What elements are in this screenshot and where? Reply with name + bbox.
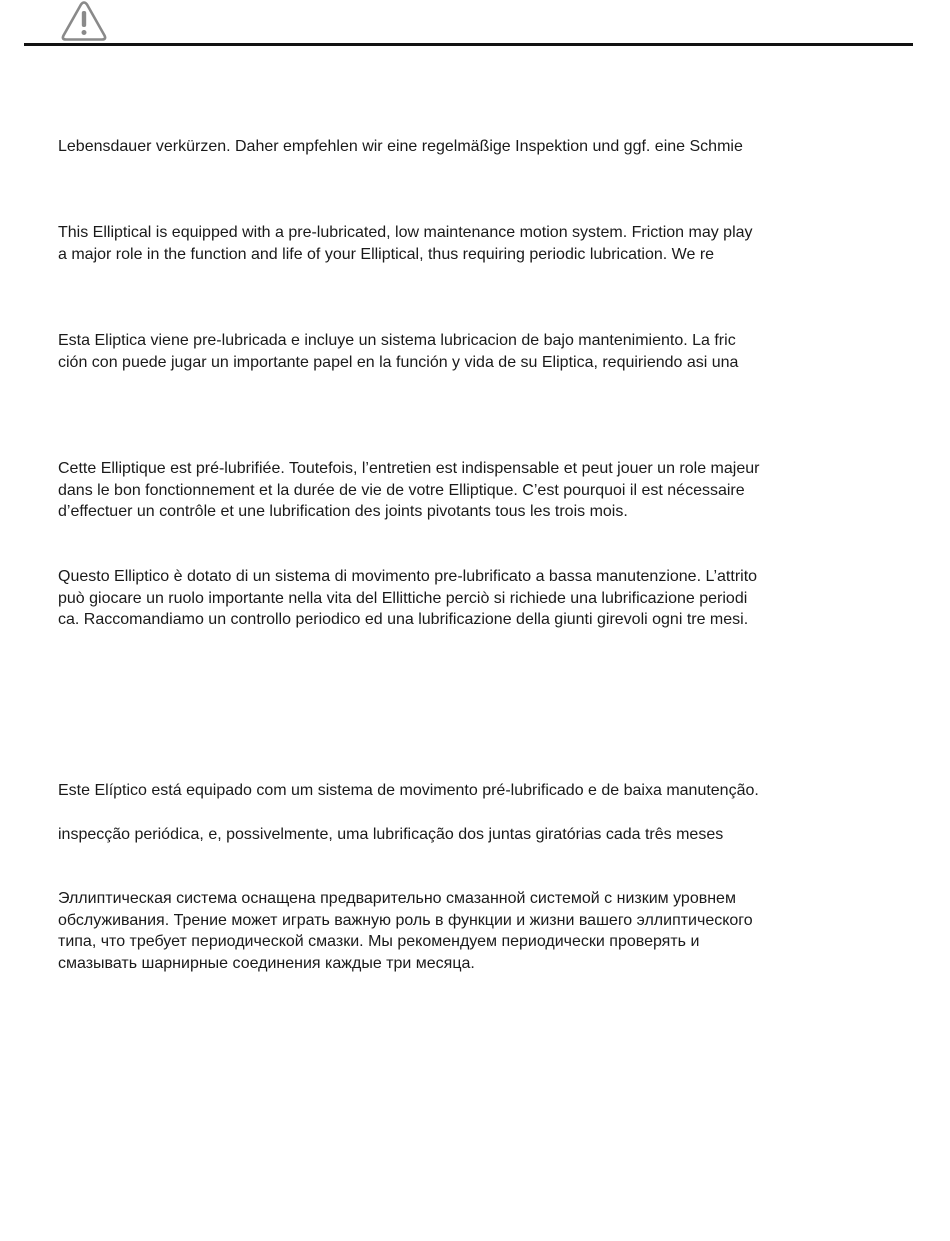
- paragraph-line: ca. Raccomandiamo un controllo periodico ed una lubrificazione della giunti girevoli ogni tre mesi.: [58, 611, 749, 628]
- paragraph-french: [58, 458, 858, 523]
- paragraph-english: [58, 222, 858, 265]
- paragraph-line: смазывать шарнирные соединения каждые три месяца.: [58, 954, 475, 972]
- warning-triangle-icon: [61, 1, 107, 41]
- paragraph-spanish: [58, 330, 858, 373]
- paragraph-line: dans le bon fonctionnement et la durée de vie de votre Elliptique. C’est pourquoi il est nécessaire: [58, 481, 745, 499]
- paragraph-line: ción con puede jugar un importante papel en la función y vida de su Eliptica, requiriendo asi una: [58, 353, 739, 371]
- paragraph-russian: [58, 888, 858, 974]
- paragraph-portuguese-continued: [58, 824, 858, 846]
- paragraph-italian: [58, 566, 858, 631]
- paragraph-line: inspecção periódica, e, possivelmente, uma lubrificação dos juntas giratórias cada três meses: [58, 826, 724, 843]
- paragraph-german: [58, 136, 858, 158]
- header-rule: [24, 43, 913, 46]
- paragraph-line: Cette Elliptique est pré-lubrifiée. Toutefois, l’entretien est indispensable et peut jouer un role majeur: [58, 460, 760, 477]
- page-header: [0, 0, 950, 50]
- paragraph-line: a major role in the function and life of your Elliptical, thus requiring periodic lubrication. We re: [58, 245, 715, 263]
- paragraph-line: This Elliptical is equipped with a pre-lubricated, low maintenance motion system. Friction may play: [58, 224, 753, 241]
- paragraph-line: типа, что требует периодической смазки. Мы рекомендуем периодически проверять и: [58, 933, 700, 950]
- paragraph-line: d’effectuer un contrôle et une lubrification des joints pivotants tous les trois mois.: [58, 503, 628, 520]
- paragraph-line: Questo Elliptico è dotato di un sistema di movimento pre-lubrificato a bassa manutenzione. L’attrito: [58, 568, 758, 585]
- paragraph-line: Lebensdauer verkürzen. Daher empfehlen wir eine regelmäßige Inspektion und ggf. eine Schmie: [58, 138, 743, 155]
- paragraph-line: Esta Eliptica viene pre-lubricada e incluye un sistema lubricacion de bajo mantenimiento. La fric: [58, 332, 736, 349]
- paragraph-line: può giocare un ruolo importante nella vita del Ellittiche perciò si richiede una lubrificazione periodi: [58, 589, 748, 607]
- paragraph-portuguese: [58, 780, 858, 802]
- paragraph-line: Este Elíptico está equipado com um sistema de movimento pré-lubrificado e de baixa manutenção.: [58, 782, 759, 799]
- paragraph-line: обслуживания. Трение может играть важную роль в функции и жизни вашего эллиптического: [58, 911, 753, 929]
- paragraph-line: Эллиптическая система оснащена предварительно смазанной системой с низким уровнем: [58, 890, 736, 907]
